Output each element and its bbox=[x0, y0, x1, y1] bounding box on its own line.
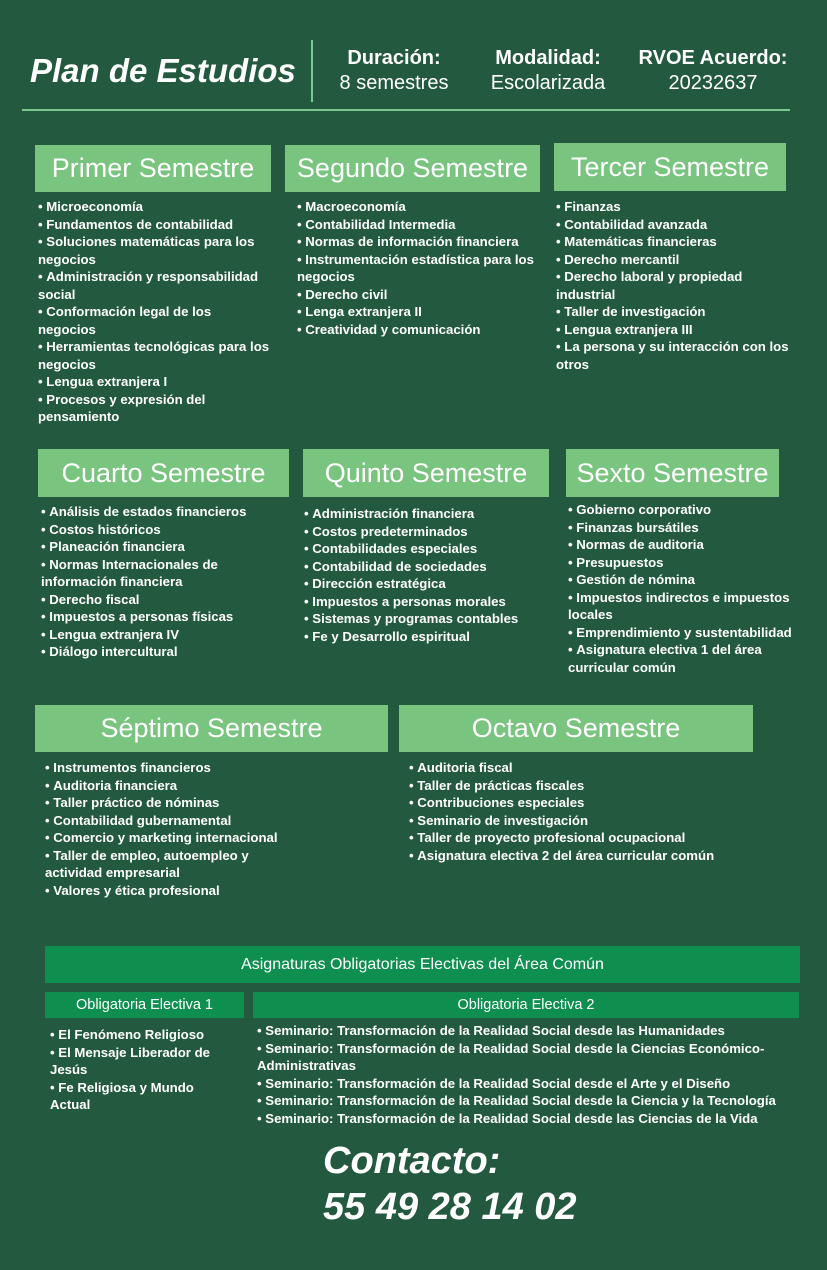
list-item: • Emprendimiento y sustentabilidad bbox=[568, 624, 808, 642]
list-item: • Diálogo intercultural bbox=[41, 643, 281, 661]
semester-4-list bbox=[41, 503, 281, 661]
list-item: • Taller de proyecto profesional ocupacional bbox=[409, 829, 789, 847]
list-item: • Contabilidad Intermedia bbox=[297, 216, 535, 234]
list-item: • Herramientas tecnológicas para los negocios bbox=[38, 338, 270, 373]
header-rule bbox=[22, 109, 790, 111]
contact-label: Contacto: bbox=[323, 1140, 501, 1182]
duration-value: 8 semestres bbox=[339, 72, 449, 94]
elective-1-list bbox=[50, 1026, 230, 1114]
list-item: • Creatividad y comunicación bbox=[297, 321, 535, 339]
list-item: • Contabilidad avanzada bbox=[556, 216, 804, 234]
list-item: • Lengua extranjera III bbox=[556, 321, 804, 339]
list-item: • Macroeconomía bbox=[297, 198, 535, 216]
list-item: • Normas de información financiera bbox=[297, 233, 535, 251]
page-title: Plan de Estudios bbox=[30, 52, 296, 89]
semester-2-title: Segundo Semestre bbox=[285, 145, 540, 192]
duration-info bbox=[333, 47, 455, 95]
list-item: • Seminario: Transformación de la Realidad Social desde la Ciencias Económico-Administrativas bbox=[257, 1040, 802, 1075]
list-item: • Conformación legal de los negocios bbox=[38, 303, 270, 338]
semester-6-list bbox=[568, 501, 808, 676]
list-item: • Lenga extranjera II bbox=[297, 303, 535, 321]
list-item: • Presupuestos bbox=[568, 554, 808, 572]
list-item: • Soluciones matemáticas para los negocios bbox=[38, 233, 270, 268]
list-item: • Lengua extranjera IV bbox=[41, 626, 281, 644]
semester-7-title: Séptimo Semestre bbox=[35, 705, 388, 752]
list-item: • Instrumentos financieros bbox=[45, 759, 307, 777]
list-item: • Impuestos a personas físicas bbox=[41, 608, 281, 626]
elective-2-list bbox=[257, 1022, 802, 1127]
header-divider bbox=[311, 40, 313, 102]
list-item: • Fe y Desarrollo espiritual bbox=[304, 628, 548, 646]
list-item: • Derecho civil bbox=[297, 286, 535, 304]
list-item: • Asignatura electiva 1 del área curricular común bbox=[568, 641, 808, 676]
list-item: • Contabilidades especiales bbox=[304, 540, 548, 558]
list-item: • Instrumentación estadística para los negocios bbox=[297, 251, 535, 286]
semester-7-list bbox=[45, 759, 307, 899]
semester-1-title: Primer Semestre bbox=[35, 145, 271, 192]
list-item: • Análisis de estados financieros bbox=[41, 503, 281, 521]
list-item: • Gobierno corporativo bbox=[568, 501, 808, 519]
list-item: • Normas Internacionales de información financiera bbox=[41, 556, 281, 591]
list-item: • Sistemas y programas contables bbox=[304, 610, 548, 628]
list-item: • Derecho fiscal bbox=[41, 591, 281, 609]
semester-8-list bbox=[409, 759, 789, 864]
list-item: • Normas de auditoria bbox=[568, 536, 808, 554]
contact-phone[interactable]: 55 49 28 14 02 bbox=[323, 1186, 577, 1228]
rvoe-label: RVOE Acuerdo: bbox=[638, 47, 788, 69]
list-item: • Matemáticas financieras bbox=[556, 233, 804, 251]
list-item: • Gestión de nómina bbox=[568, 571, 808, 589]
list-item: • Administración y responsabilidad social bbox=[38, 268, 270, 303]
list-item: • Lengua extranjera I bbox=[38, 373, 270, 391]
rvoe-value: 20232637 bbox=[668, 72, 758, 94]
modality-label: Modalidad: bbox=[495, 47, 601, 69]
list-item: • Comercio y marketing internacional bbox=[45, 829, 307, 847]
list-item: • Taller de investigación bbox=[556, 303, 804, 321]
semester-3-list bbox=[556, 198, 804, 373]
list-item: • Asignatura electiva 2 del área curricular común bbox=[409, 847, 789, 865]
list-item: • Auditoria financiera bbox=[45, 777, 307, 795]
list-item: • Valores y ética profesional bbox=[45, 882, 307, 900]
duration-label: Duración: bbox=[347, 47, 441, 69]
list-item: • Seminario: Transformación de la Realidad Social desde la Ciencia y la Tecnología bbox=[257, 1092, 802, 1110]
rvoe-info bbox=[632, 47, 794, 95]
list-item: • Fundamentos de contabilidad bbox=[38, 216, 270, 234]
list-item: • Procesos y expresión del pensamiento bbox=[38, 391, 270, 426]
list-item: • Taller práctico de nóminas bbox=[45, 794, 307, 812]
list-item: • Impuestos indirectos e impuestos locales bbox=[568, 589, 808, 624]
list-item: • Taller de prácticas fiscales bbox=[409, 777, 789, 795]
list-item: • Contabilidad de sociedades bbox=[304, 558, 548, 576]
list-item: • Costos históricos bbox=[41, 521, 281, 539]
semester-2-list bbox=[297, 198, 535, 338]
list-item: • El Mensaje Liberador de Jesús bbox=[50, 1044, 230, 1079]
list-item: • La persona y su interacción con los otros bbox=[556, 338, 804, 373]
list-item: • El Fenómeno Religioso bbox=[50, 1026, 230, 1044]
modality-value: Escolarizada bbox=[490, 72, 606, 94]
list-item: • Planeación financiera bbox=[41, 538, 281, 556]
list-item: • Dirección estratégica bbox=[304, 575, 548, 593]
list-item: • Seminario: Transformación de la Realidad Social desde las Ciencias de la Vida bbox=[257, 1110, 802, 1128]
list-item: • Administración financiera bbox=[304, 505, 548, 523]
list-item: • Impuestos a personas morales bbox=[304, 593, 548, 611]
list-item: • Contribuciones especiales bbox=[409, 794, 789, 812]
semester-5-title: Quinto Semestre bbox=[303, 449, 549, 497]
semester-8-title: Octavo Semestre bbox=[399, 705, 753, 752]
list-item: • Contabilidad gubernamental bbox=[45, 812, 307, 830]
semester-6-title: Sexto Semestre bbox=[566, 449, 779, 497]
list-item: • Finanzas bbox=[556, 198, 804, 216]
semester-3-title: Tercer Semestre bbox=[554, 143, 786, 191]
list-item: • Finanzas bursátiles bbox=[568, 519, 808, 537]
elective-1-title: Obligatoria Electiva 1 bbox=[45, 992, 244, 1018]
semester-4-title: Cuarto Semestre bbox=[38, 449, 289, 497]
list-item: • Fe Religiosa y Mundo Actual bbox=[50, 1079, 230, 1114]
list-item: • Derecho mercantil bbox=[556, 251, 804, 269]
list-item: • Seminario de investigación bbox=[409, 812, 789, 830]
list-item: • Seminario: Transformación de la Realidad Social desde el Arte y el Diseño bbox=[257, 1075, 802, 1093]
list-item: • Seminario: Transformación de la Realidad Social desde las Humanidades bbox=[257, 1022, 802, 1040]
semester-1-list bbox=[38, 198, 270, 426]
list-item: • Derecho laboral y propiedad industrial bbox=[556, 268, 804, 303]
semester-5-list bbox=[304, 505, 548, 645]
common-area-title: Asignaturas Obligatorias Electivas del Área Común bbox=[45, 946, 800, 983]
list-item: • Costos predeterminados bbox=[304, 523, 548, 541]
list-item: • Auditoria fiscal bbox=[409, 759, 789, 777]
list-item: • Microeconomía bbox=[38, 198, 270, 216]
elective-2-title: Obligatoria Electiva 2 bbox=[253, 992, 799, 1018]
list-item: • Taller de empleo, autoempleo y actividad empresarial bbox=[45, 847, 307, 882]
modality-info bbox=[480, 47, 616, 95]
